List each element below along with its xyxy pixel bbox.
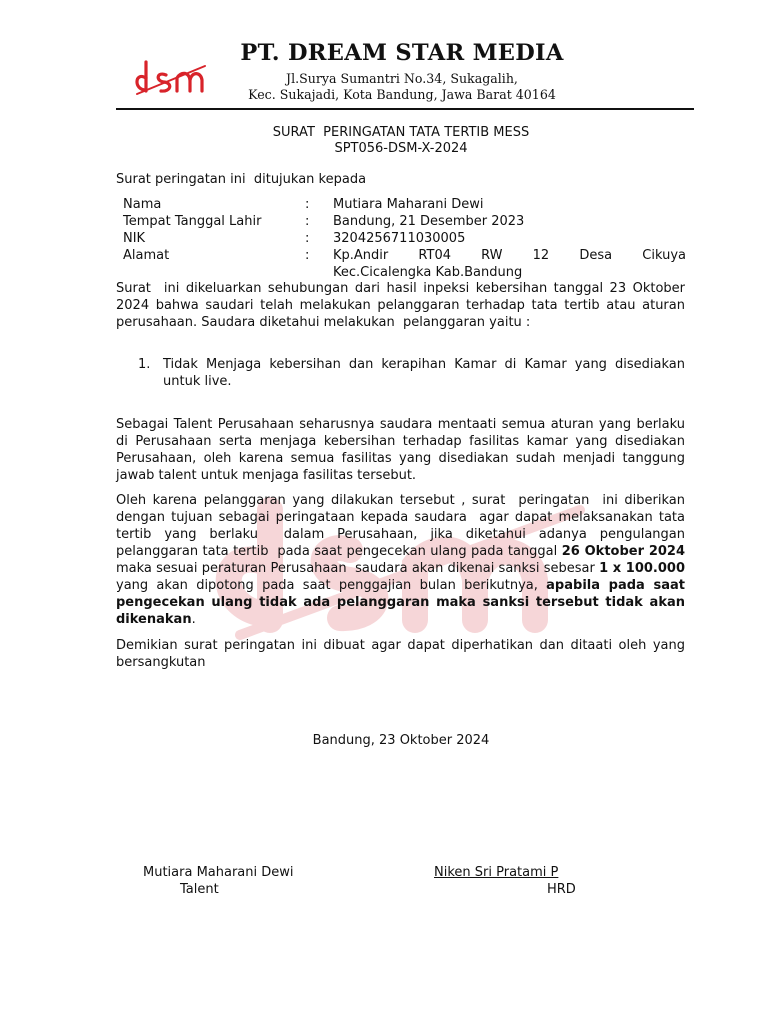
field-value-nik: 3204256711030005: [333, 231, 466, 246]
paragraph-sanction: [116, 492, 694, 628]
field-label-nik: NIK: [123, 231, 146, 246]
paragraph-inspection: Surat ini dikeluarkan sehubungan dari hasil inpeksi kebersihan tanggal 23 Oktober 2024 bahwa saudari telah melakukan pelanggaran terhadap tata tertib atau aturan perusahaan. Saudara diketahui melakukan pelanggaran yaitu :: [116, 281, 690, 330]
company-address-line2: Kec. Sukajadi, Kota Bandung, Jawa Barat 40164: [248, 87, 556, 102]
field-value-address: Kp.Andir RT04 RW 12 Desa Cikuya Kec.Cicalengka Kab.Bandung: [333, 248, 691, 280]
field-label-birth: Tempat Tanggal Lahir: [123, 214, 262, 229]
signature-name-talent: Mutiara Maharani Dewi: [143, 865, 294, 880]
recheck-date: 26 Oktober 2024: [561, 544, 686, 559]
signature-name-hrd: Niken Sri Pratami P: [434, 865, 559, 880]
sanction-amount: 1 x 100.000: [599, 561, 685, 576]
signature-role-talent: Talent: [180, 882, 219, 897]
list-item: Tidak Menjaga kebersihan dan kerapihan Kamar di Kamar yang disediakan untuk live.: [163, 357, 690, 389]
field-colon: :: [305, 248, 310, 263]
paragraph-closing: Demikian surat peringatan ini dibuat agar dapat diperhatikan dan ditaati oleh yang bersangkutan: [116, 638, 690, 670]
field-colon: :: [305, 197, 310, 212]
company-address-line1: Jl.Surya Sumantri No.34, Sukagalih,: [286, 71, 518, 86]
place-date: Bandung, 23 Oktober 2024: [312, 733, 490, 748]
letterhead: [0, 0, 768, 112]
letter-title: SURAT PERINGATAN TATA TERTIB MESS: [272, 125, 530, 140]
intro-text: Surat peringatan ini ditujukan kepada: [116, 172, 367, 187]
field-value-birth: Bandung, 21 Desember 2023: [333, 214, 525, 229]
field-value-name: Mutiara Maharani Dewi: [333, 197, 484, 212]
list-number: 1.: [138, 357, 151, 372]
field-label-name: Nama: [123, 197, 162, 212]
header-divider: [116, 108, 694, 110]
sanction-text-1: Oleh karena pelanggaran yang dilakukan tersebut , surat peringatan ini diberikan dengan tujuan sebagai peringataan kepada saudara agar dapat melaksanakan tata tertib yang berlaku dalam Perusahaan, jika diketahui adanya pengulangan pelanggaran tata tertib pada saat pengecekan ulang pada tanggal: [116, 493, 694, 559]
field-label-address: Alamat: [123, 248, 170, 263]
sanction-waiver: apabila pada saat pengecekan ulang tidak ada pelanggaran maka sanksi tersebut tidak akan dikenakan: [116, 578, 690, 627]
company-name: PT. DREAM STAR MEDIA: [240, 40, 564, 66]
dsm-logo: [133, 58, 209, 96]
sanction-text-3: yang akan dipotong pada saat penggajian bulan berikutnya,: [116, 561, 690, 593]
sanction-end: .: [191, 612, 196, 627]
paragraph-obligation: Sebagai Talent Perusahaan seharusnya saudara mentaati semua aturan yang berlaku di Perusahaan serta menjaga kebersihan terhadap fasilitas kamar yang disediakan Perusahaan, oleh karena semua fasilitas yang disediakan sudah menjadi tanggung jawab talent untuk menjaga fasilitas tersebut.: [116, 417, 690, 483]
sanction-text-2: maka sesuai peraturan Perusahaan saudara akan dikenai sanksi sebesar: [116, 544, 690, 576]
field-colon: :: [305, 214, 310, 229]
field-colon: :: [305, 231, 310, 246]
letter-number: SPT056-DSM-X-2024: [334, 141, 468, 156]
signature-role-hrd: HRD: [547, 882, 576, 897]
